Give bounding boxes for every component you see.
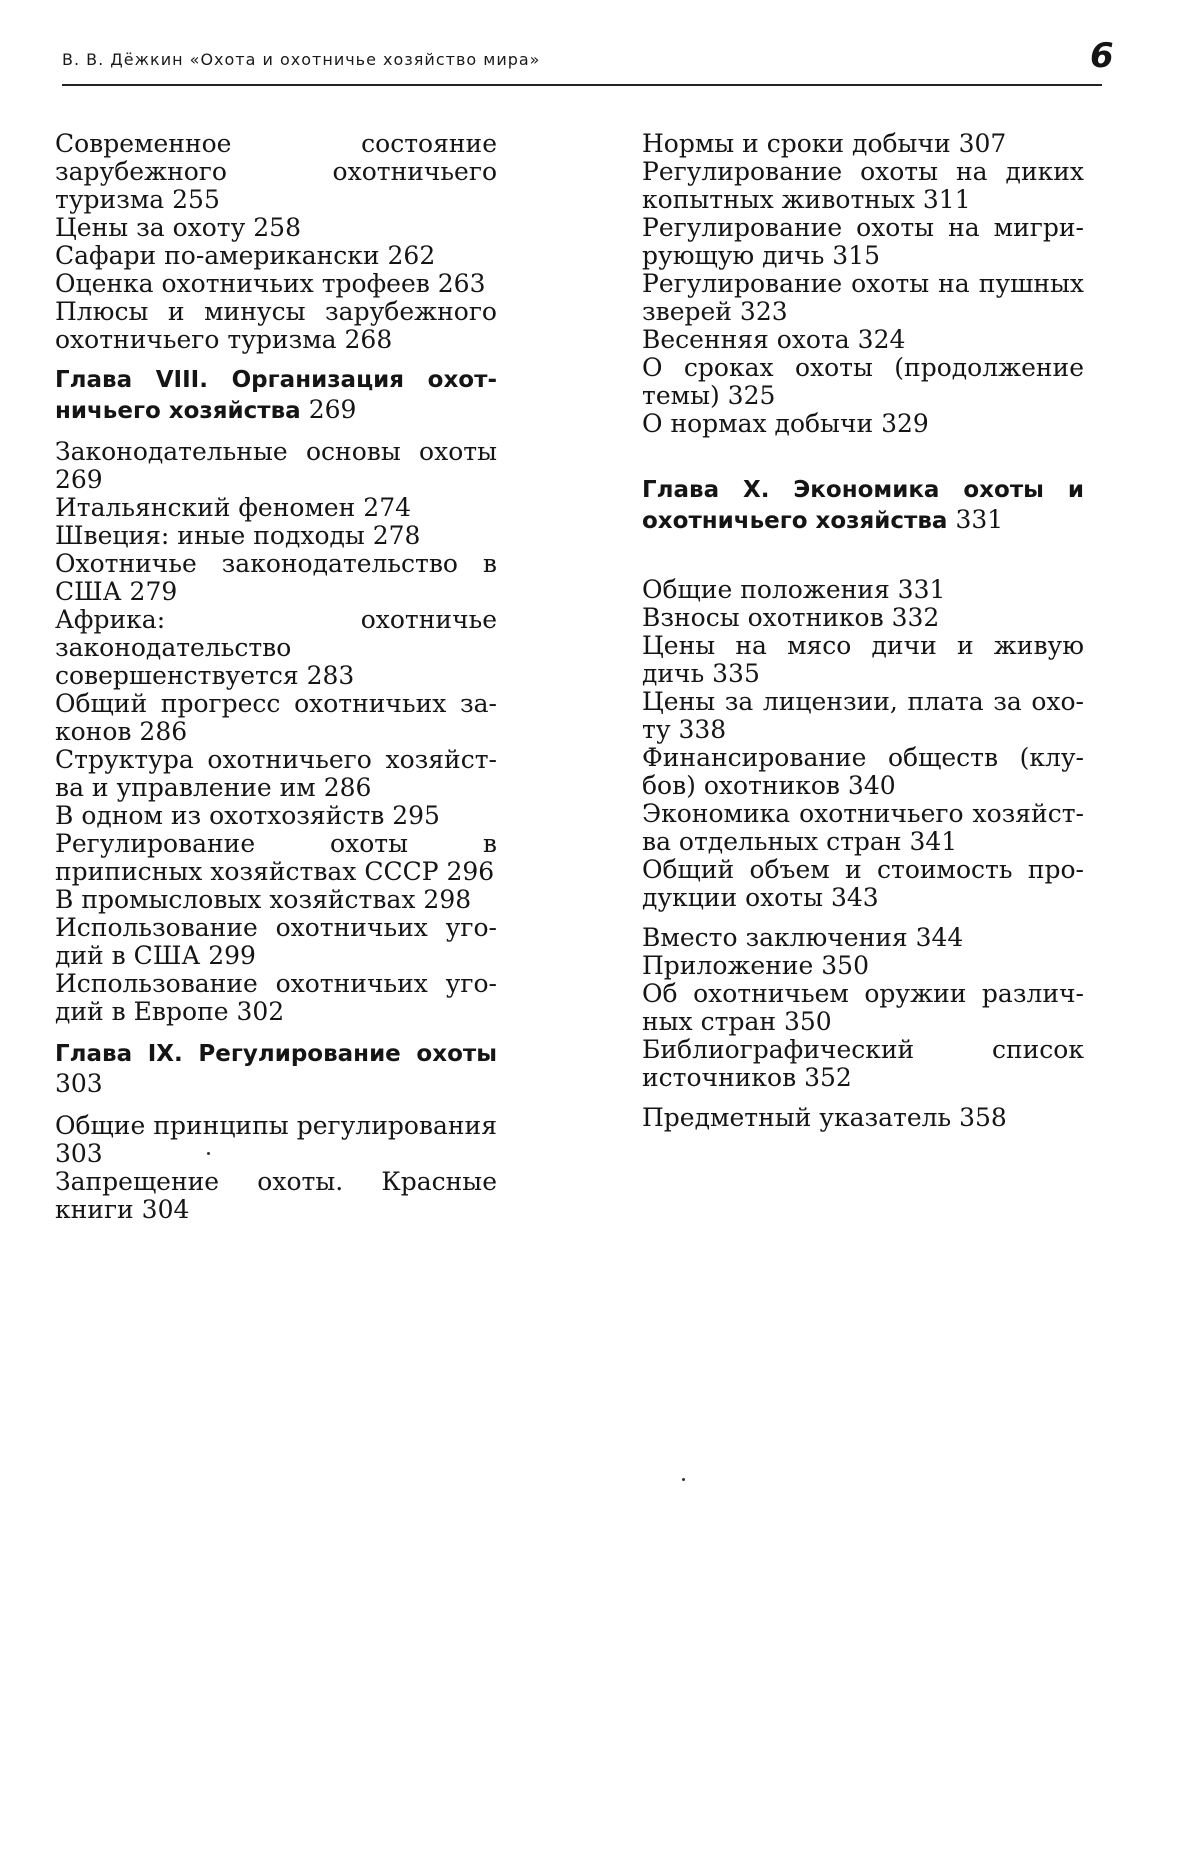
toc-entry: Регулирование охоты в приписных хозяйствах СССР 296 bbox=[55, 829, 497, 886]
toc-entry: Запрещение охоты. Красные книги 304 bbox=[55, 1167, 497, 1224]
toc-entry: Библиографический список источников 352 bbox=[642, 1035, 1084, 1092]
scan-speck bbox=[207, 1152, 210, 1155]
toc-entry: Об охотничьем оружии различных стран 350 bbox=[642, 979, 1084, 1036]
header-rule bbox=[62, 84, 1102, 86]
toc-entry: В промысловых хозяйствах 298 bbox=[55, 885, 472, 914]
chapter-title: Глава IX. Регулирование охоты bbox=[55, 1041, 497, 1067]
page-number: 6 bbox=[1090, 36, 1114, 76]
chapter-title: Глава X. Экономика охоты и охотничьего хозяйства bbox=[642, 477, 1084, 534]
toc-entry: Цены за охоту 258 bbox=[55, 213, 301, 242]
toc-entry: Общие принципы регулирования 303 bbox=[55, 1111, 497, 1168]
chapter-page: 331 bbox=[955, 505, 1004, 534]
toc-left-column bbox=[55, 130, 497, 1224]
chapter-title: Глава VIII. Организация охотничьего хозяйства bbox=[55, 367, 497, 424]
toc-entry: Использование охотничьих угодий в США 299 bbox=[55, 913, 497, 970]
toc-entry: Регулирование охоты на мигрирующую дичь 315 bbox=[642, 213, 1084, 270]
chapter-heading bbox=[55, 1040, 497, 1100]
scan-speck bbox=[682, 1478, 685, 1481]
toc-entry: Экономика охотничьего хозяйства отдельных стран 341 bbox=[642, 799, 1084, 856]
toc-entry: Использование охотничьих угодий в Европе 302 bbox=[55, 969, 497, 1026]
toc-entry: Цены за лицензии, плата за охоту 338 bbox=[642, 687, 1084, 744]
chapter-heading bbox=[642, 476, 1084, 536]
chapter-heading bbox=[55, 366, 497, 426]
toc-entry: Плюсы и минусы зарубежного охотничьего туризма 268 bbox=[55, 297, 497, 354]
toc-entry: Охотничье законодательство в США 279 bbox=[55, 549, 497, 606]
toc-entry: Нормы и сроки добычи 307 bbox=[642, 129, 1007, 158]
toc-entry: Швеция: иные подходы 278 bbox=[55, 521, 421, 550]
toc-entry: Регулирование охоты на диких копытных животных 311 bbox=[642, 157, 1084, 214]
toc-entry: Вместо заключения 344 bbox=[642, 923, 964, 952]
toc-entry: Финансирование обществ (клубов) охотников 340 bbox=[642, 743, 1084, 800]
toc-entry: Законодательные основы охоты 269 bbox=[55, 437, 497, 494]
toc-entry: Предметный указатель 358 bbox=[642, 1103, 1007, 1132]
running-head: В. В. Дёжкин «Охота и охотничье хозяйство мира» bbox=[62, 50, 541, 69]
toc-entry: Весенняя охота 324 bbox=[642, 325, 906, 354]
toc-entry: Итальянский феномен 274 bbox=[55, 493, 412, 522]
toc-entry: Взносы охотников 332 bbox=[642, 603, 940, 632]
toc-right-column bbox=[642, 130, 1084, 1132]
chapter-page: 303 bbox=[55, 1069, 103, 1098]
toc-entry: Общий прогресс охотничьих законов 286 bbox=[55, 689, 497, 746]
toc-entry: Регулирование охоты на пушных зверей 323 bbox=[642, 269, 1084, 326]
toc-entry: Современное состояние зарубежного охотничьего туризма 255 bbox=[55, 129, 497, 214]
toc-entry: Структура охотничьего хозяйства и управление им 286 bbox=[55, 745, 497, 802]
toc-entry: О нормах добычи 329 bbox=[642, 409, 929, 438]
toc-entry: Африка: охотничье законодательство совершенствуется 283 bbox=[55, 605, 497, 690]
toc-entry: О сроках охоты (продолжение темы) 325 bbox=[642, 353, 1084, 410]
toc-entry: Приложение 350 bbox=[642, 951, 869, 980]
toc-entry: Общий объем и стоимость продукции охоты 343 bbox=[642, 855, 1084, 912]
toc-entry: В одном из охотхозяйств 295 bbox=[55, 801, 440, 830]
toc-entry: Общие положения 331 bbox=[642, 575, 946, 604]
toc-entry: Оценка охотничьих трофеев 263 bbox=[55, 269, 486, 298]
toc-entry: Цены на мясо дичи и живую дичь 335 bbox=[642, 631, 1084, 688]
chapter-page: 269 bbox=[308, 395, 357, 424]
toc-entry: Сафари по-американски 262 bbox=[55, 241, 436, 270]
